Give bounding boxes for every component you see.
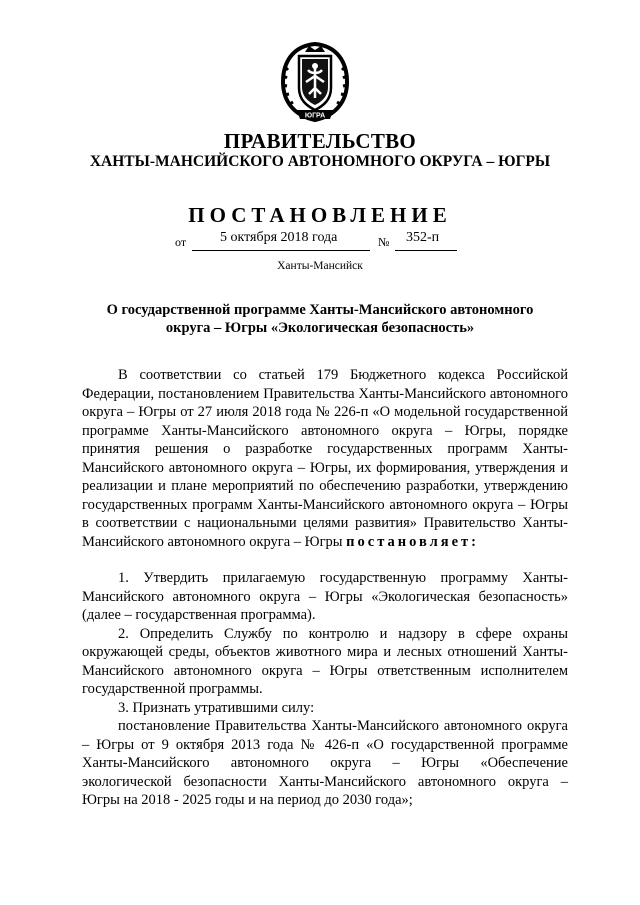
city-label: Ханты-Мансийск [277, 260, 363, 272]
item-2-paragraph: 2. Определить Службу по контролю и надзору в сфере охраны окружающей среды, объектов животного мира и лесных отношений Ханты-Мансийского автономного округа – Югры ответственным исполнителем государственной программы. [82, 625, 568, 697]
resolves-word: постановляет: [346, 533, 479, 550]
item-3-paragraph: 3. Признать утратившими силу: [118, 699, 315, 716]
preamble-paragraph [82, 366, 568, 551]
decree-type-title: ПОСТАНОВЛЕНИЕ [188, 203, 452, 227]
number-underline [395, 250, 457, 251]
number-prefix-label: № [378, 235, 390, 249]
date-prefix-label: от [175, 235, 187, 249]
item-3-1-paragraph: постановление Правительства Ханты-Мансийского автономного округа – Югры от 9 октября 2013 года № 426-п «О государственной программе Ханты-Мансийского автономного округа – Югры «Обеспечение экологической безопасности Ханты-Мансийского автономного округа – Югры на 2018 - 2025 годы и на период до 2030 года»; [82, 718, 568, 808]
decree-date: 5 октября 2018 года [220, 230, 338, 245]
decree-subject [90, 301, 550, 337]
region-title: ХАНТЫ-МАНСИЙСКОГО АВТОНОМНОГО ОКРУГА – ЮГРЫ [89, 153, 551, 170]
government-title: ПРАВИТЕЛЬСТВО [223, 129, 417, 153]
subject-line-1: О государственной программе Ханты-Мансийского автономного [106, 302, 534, 318]
item-1-paragraph: 1. Утвердить прилагаемую государственную программу Ханты-Мансийского автономного округа – Югры «Экологическая безопасность» (далее – государственная программа). [82, 570, 568, 623]
subject-line-2: округа – Югры «Экологическая безопасность» [165, 320, 475, 336]
preamble-text: В соответствии со статьей 179 Бюджетного кодекса Российской Федерации, постановлением Правительства Ханты-Мансийского автономного округа – Югры от 27 июля 2018 года № 226-п «О модельной государственной программе Ханты-Мансийского автономного округа – Югры, порядке принятия решения о разработке государственных программ Ханты-Мансийского автономного округа – Югры, их формирования, утверждения и реализации и плане мероприятий по обеспечению разработки, утверждению государственных программ Ханты-Мансийского автономного округа – Югры в соответствии с национальными целями развития» Правительство Ханты-Мансийского автономного округа – Югры [82, 367, 568, 550]
decree-body [82, 366, 568, 810]
date-underline [192, 250, 370, 251]
coat-of-arms-emblem [275, 40, 355, 126]
decree-number: 352-п [406, 230, 440, 245]
emblem-ribbon-text: ЮГРА [304, 112, 326, 120]
decree-date-number-row [175, 230, 475, 252]
